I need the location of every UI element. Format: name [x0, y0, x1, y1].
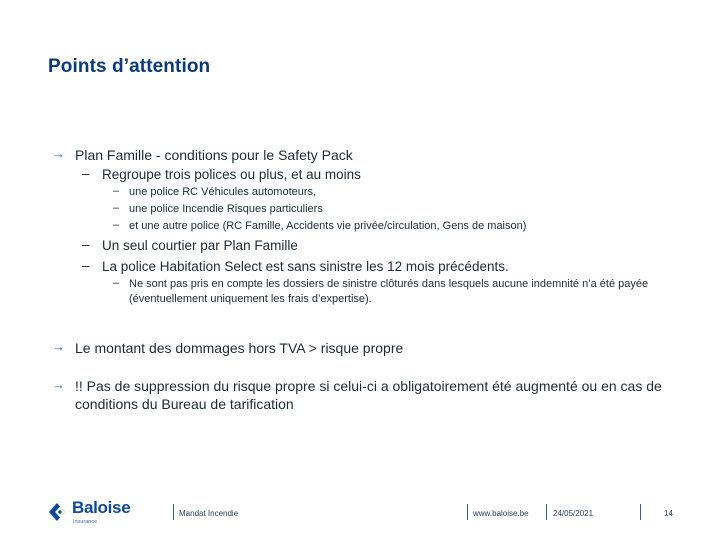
- slide-title: Points d’attention: [48, 56, 211, 77]
- slide-footer: [0, 496, 720, 532]
- footer-website: www.baloise.be: [473, 509, 529, 518]
- sub-bullet-text: La police Habitation Select est sans sinistre les 12 mois précédents.: [102, 259, 509, 274]
- sub-bullet-text: Regroupe trois polices ou plus, et au moins: [102, 167, 361, 182]
- dash-bullet-icon: –: [113, 202, 120, 214]
- logo-subtitle: Insurance: [73, 519, 98, 525]
- sub-sub-bullet-text: une police Incendie Risques particuliers: [129, 203, 323, 215]
- sub-bullet-text: Un seul courtier par Plan Famille: [102, 238, 298, 253]
- sub-sub-bullet-text: une police RC Véhicules automoteurs,: [129, 186, 317, 198]
- dash-bullet-icon: –: [113, 277, 120, 289]
- sub-sub-bullet-text: et une autre police (RC Famille, Accidents vie privée/circulation, Gens de maison): [129, 220, 527, 232]
- footer-date: 24/05/2021: [553, 509, 594, 518]
- sub-sub-bullet-text: Ne sont pas pris en compte les dossiers de sinistre clôturés dans lesquels aucune indemnité n’a été payée (éventuellement uniquement les frais d’expertise).: [129, 278, 649, 305]
- dash-bullet-icon: –: [113, 219, 120, 231]
- arrow-bullet-icon: →: [52, 377, 65, 392]
- footer-divider: [467, 504, 468, 520]
- logo-wordmark: Baloise: [72, 498, 131, 517]
- bullet-text: !! Pas de suppression du risque propre si celui-ci a obligatoirement été augmenté ou en cas de conditions du Bureau de tarification: [75, 378, 662, 412]
- baloise-logo-icon: [46, 500, 72, 524]
- footer-section: Mandat Incendie: [179, 509, 239, 518]
- arrow-bullet-icon: →: [52, 146, 65, 161]
- bullet-text: Plan Famille - conditions pour le Safety Pack: [75, 147, 353, 163]
- footer-divider: [546, 504, 547, 520]
- footer-divider: [173, 504, 174, 520]
- bullet-text: Le montant des dommages hors TVA > risque propre: [75, 340, 404, 356]
- dash-bullet-icon: –: [113, 185, 120, 197]
- page-number: 14: [664, 509, 673, 518]
- footer-divider: [640, 504, 641, 520]
- dash-bullet-icon: –: [82, 258, 90, 273]
- dash-bullet-icon: –: [82, 237, 90, 252]
- arrow-bullet-icon: →: [52, 339, 65, 354]
- dash-bullet-icon: –: [82, 166, 90, 181]
- baloise-logo: [46, 500, 136, 528]
